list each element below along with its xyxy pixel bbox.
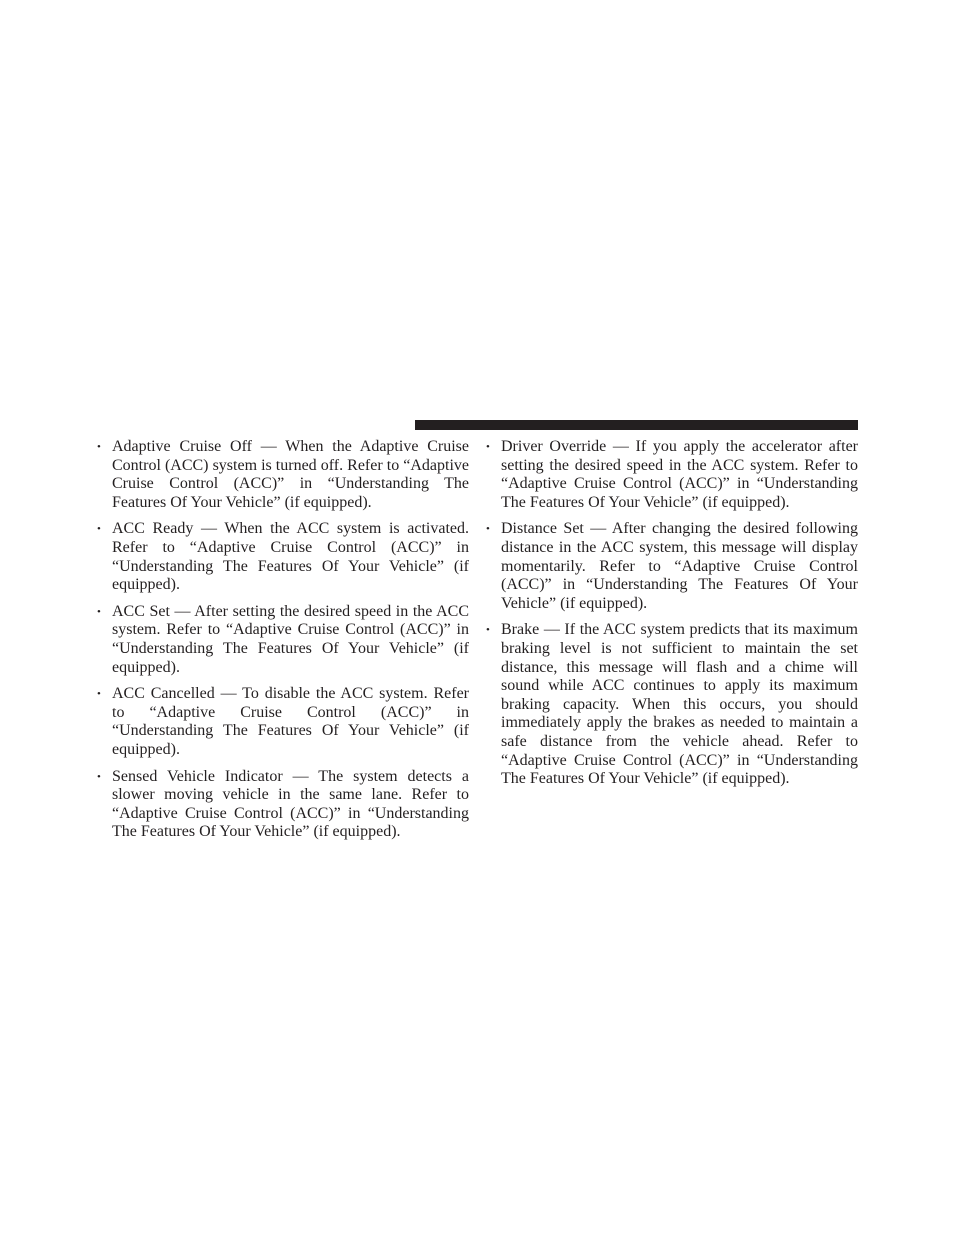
left-bullet-list (97, 438, 469, 842)
list-item-text: Sensed Vehicle Indicator — The system detects a slower moving vehicle in the same lane. Refer to “Adaptive Cruise Control (ACC)” in “Understanding The Features Of Your Vehicle” (if equipped). (112, 767, 469, 841)
section-header-bar (415, 420, 858, 430)
left-column (97, 438, 469, 850)
list-item-distance-set (486, 520, 858, 613)
bullet-icon: • (97, 605, 101, 618)
list-item-text: ACC Set — After setting the desired speed in the ACC system. Refer to “Adaptive Cruise Control (ACC)” in “Understanding The Features Of Your Vehicle” (if equipped). (112, 602, 469, 676)
list-item-text: Adaptive Cruise Off — When the Adaptive Cruise Control (ACC) system is turned off. Refer to “Adaptive Cruise Control (ACC)” in “Understanding The Features Of Your Vehicle” (if equipped). (112, 438, 469, 511)
list-item-adaptive-cruise-off (97, 438, 469, 512)
bullet-icon: • (97, 688, 101, 701)
list-item-driver-override (486, 438, 858, 512)
list-item-sensed-vehicle-indicator (97, 767, 469, 842)
list-item-text: Distance Set — After changing the desired following distance in the ACC system, this message will display momentarily. Refer to “Adaptive Cruise Control (ACC)” in “Understanding The Features Of Your Vehicle” (if equipped). (501, 520, 858, 612)
bullet-icon: • (97, 523, 101, 536)
bullet-icon: • (97, 441, 101, 453)
bullet-icon: • (486, 624, 490, 637)
list-item-text: ACC Cancelled — To disable the ACC system. Refer to “Adaptive Cruise Control (ACC)” in “Understanding The Features Of Your Vehicle” (if equipped). (112, 685, 469, 758)
list-item-text: Brake — If the ACC system predicts that its maximum braking level is not sufficient to maintain the set distance, this message will flash and a chime will sound while ACC continues to apply its maximum braking capacity. When this occurs, you should immediately apply the brakes as needed to maintain a safe distance from the vehicle ahead. Refer to “Adaptive Cruise Control (ACC)” in “Understanding The Features Of Your Vehicle” (if equipped). (501, 621, 858, 788)
list-item-text: Driver Override — If you apply the accelerator after setting the desired speed in the ACC system. Refer to “Adaptive Cruise Control (ACC)” in “Understanding The Features Of Your Vehicle” (if equipped). (501, 438, 858, 511)
right-column (486, 438, 858, 797)
bullet-icon: • (486, 523, 490, 536)
bullet-icon: • (97, 770, 101, 783)
list-item-text: ACC Ready — When the ACC system is activated. Refer to “Adaptive Cruise Control (ACC)” in “Understanding The Features Of Your Vehicle” (if equipped). (112, 520, 469, 594)
list-item-acc-set (97, 602, 469, 677)
list-item-brake (486, 621, 858, 788)
list-item-acc-ready (97, 520, 469, 594)
bullet-icon: • (486, 441, 490, 453)
right-bullet-list (486, 438, 858, 789)
list-item-acc-cancelled (97, 685, 469, 759)
